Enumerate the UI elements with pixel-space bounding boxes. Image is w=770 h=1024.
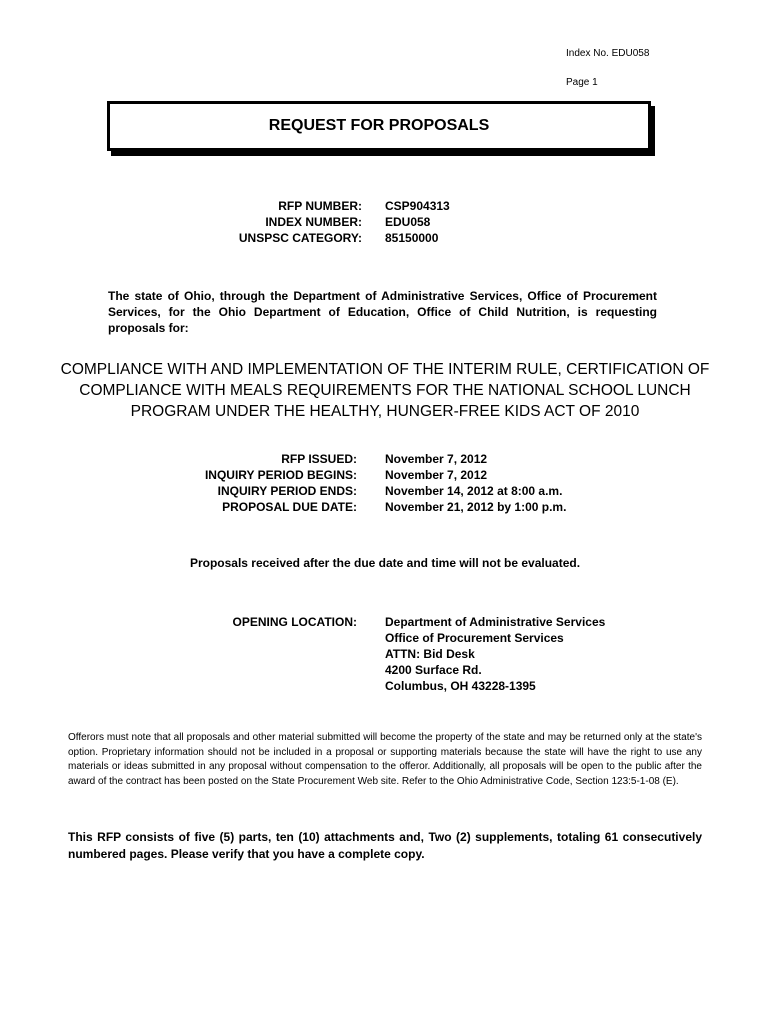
rfp-issued-value: November 7, 2012 <box>385 452 488 466</box>
index-number-header: Index No. EDU058 <box>566 48 650 59</box>
title-box <box>107 101 651 151</box>
inquiry-ends-label: INQUIRY PERIOD ENDS: <box>217 484 357 498</box>
late-proposal-notice: Proposals received after the due date and time will not be evaluated. <box>189 556 581 570</box>
address-line: ATTN: Bid Desk <box>385 647 475 661</box>
rfp-issued-label: RFP ISSUED: <box>281 452 357 466</box>
address-line: Office of Procurement Services <box>385 631 564 645</box>
rfp-number-label: RFP NUMBER: <box>278 199 362 213</box>
unspsc-category-value: 85150000 <box>385 231 439 245</box>
schedule-values <box>385 451 645 515</box>
offerors-note: Offerors must note that all proposals and other material submitted will become the property of the state and may be returned only at the state's option. Proprietary information should not be included in a proposal or supporting materials because the state will have the right to use any materials or ideas submitted in any proposal without compensation to the offeror. Additionally, all proposals will be open to the public after the award of the contract has been posted on the State Procurement Web site. Refer to the Ohio Administrative Code, Section 123:5-1-08 (E). <box>68 732 702 787</box>
opening-location-label: OPENING LOCATION: <box>232 615 357 629</box>
inquiry-ends-value: November 14, 2012 at 8:00 a.m. <box>385 484 563 498</box>
identifier-values <box>385 198 585 246</box>
proposal-due-value: November 21, 2012 by 1:00 p.m. <box>385 500 567 514</box>
unspsc-category-label: UNSPSC CATEGORY: <box>238 231 362 245</box>
identifier-labels <box>150 198 362 246</box>
address-line: Department of Administrative Services <box>385 615 606 629</box>
index-number-label: INDEX NUMBER: <box>265 215 362 229</box>
proposal-due-label: PROPOSAL DUE DATE: <box>222 500 357 514</box>
index-number-value: EDU058 <box>385 215 431 229</box>
rfp-subject: COMPLIANCE WITH AND IMPLEMENTATION OF THE INTERIM RULE, CERTIFICATION OF COMPLIANCE WITH MEALS REQUIREMENTS FOR THE NATIONAL SCHOOL LUNCH PROGRAM UNDER THE HEALTHY, HUNGER-FREE KIDS ACT OF 2010 <box>60 361 710 420</box>
closing-statement: This RFP consists of five (5) parts, ten (10) attachments and, Two (2) supplements, totaling 61 consecutively numbered pages. Please verify that you have a complete copy. <box>68 830 702 861</box>
schedule-labels <box>150 451 357 515</box>
intro-paragraph: The state of Ohio, through the Department of Administrative Services, Office of Procurement Services, for the Ohio Department of Education, Office of Child Nutrition, is requesting proposals for: <box>108 289 657 335</box>
page-title: REQUEST FOR PROPOSALS <box>268 117 490 134</box>
inquiry-begins-value: November 7, 2012 <box>385 468 488 482</box>
inquiry-begins-label: INQUIRY PERIOD BEGINS: <box>204 468 357 482</box>
address-line: 4200 Surface Rd. <box>385 663 482 677</box>
page-number: Page 1 <box>566 77 598 88</box>
rfp-number-value: CSP904313 <box>385 199 450 213</box>
address-line: Columbus, OH 43228-1395 <box>385 679 536 693</box>
opening-location-address <box>385 614 685 694</box>
